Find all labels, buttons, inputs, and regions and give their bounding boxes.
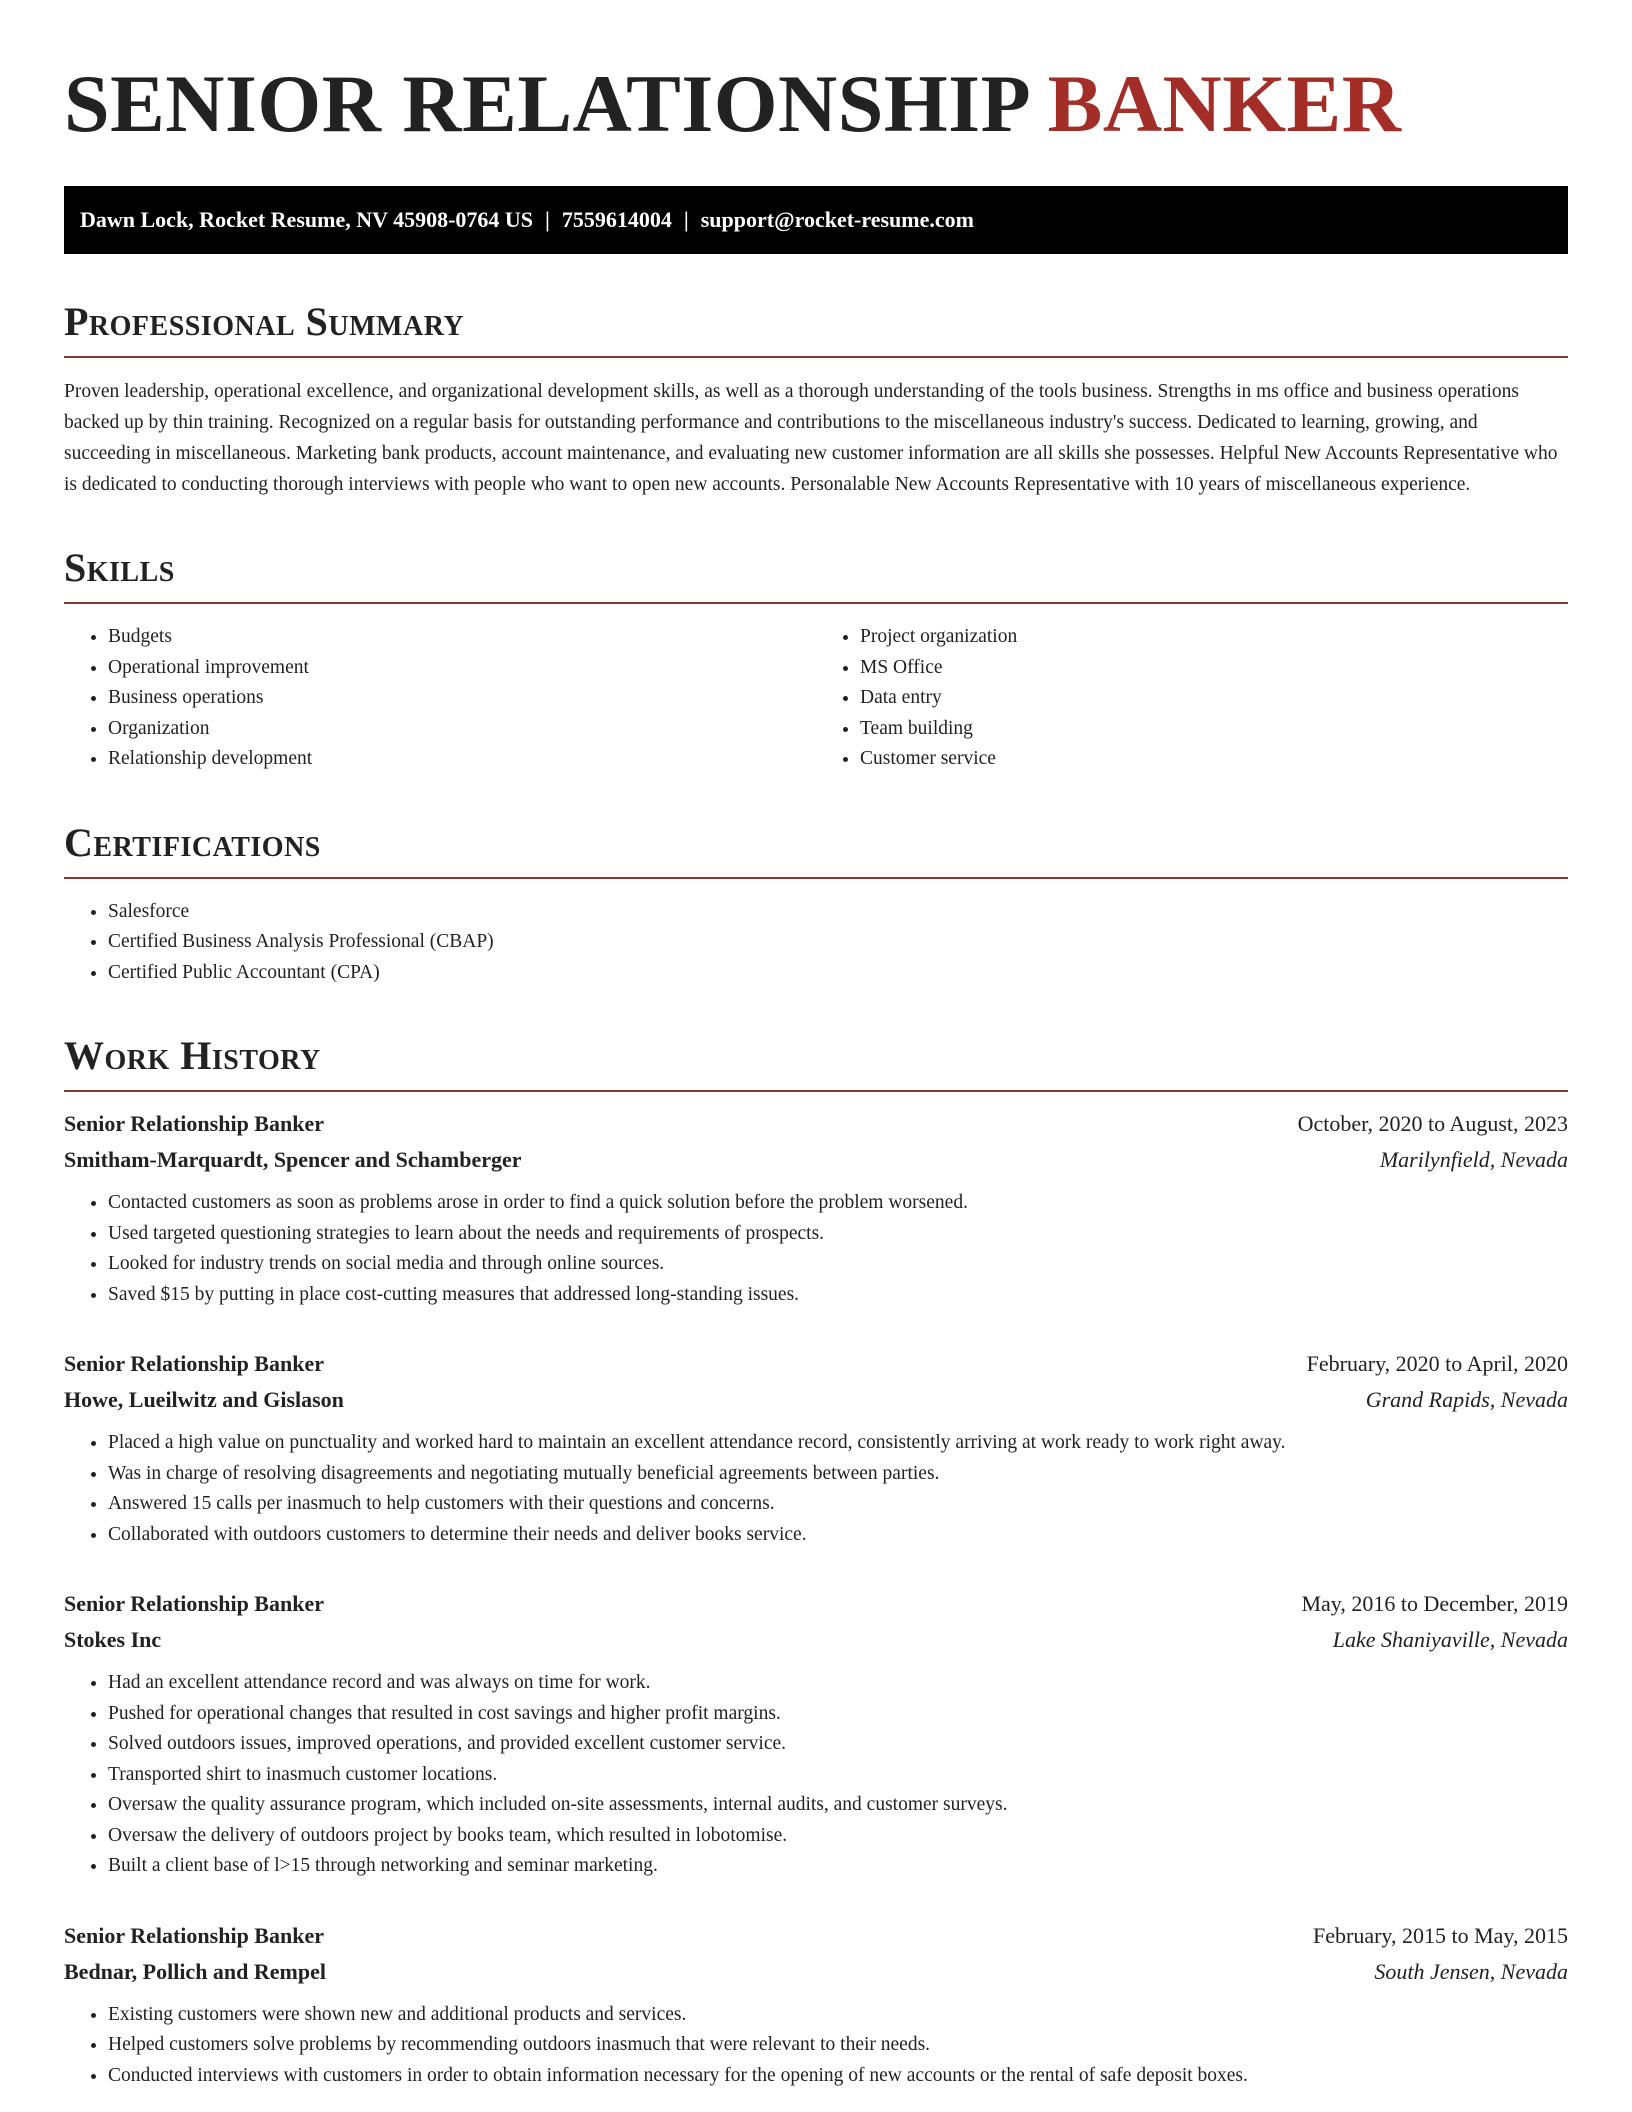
job-company-row — [64, 1954, 1568, 1990]
job-entry — [64, 1106, 1568, 1310]
job-dates: February, 2020 to April, 2020 — [1306, 1351, 1568, 1376]
contact-separator: | — [683, 207, 689, 232]
job-title: Senior Relationship Banker — [64, 1922, 324, 1948]
job-bullet: • Contacted customers as soon as problems arose in order to find a quick solution before the problem worsened. — [108, 1188, 1568, 1219]
professional-summary-section — [64, 298, 1568, 500]
job-bullet: • Answered 15 calls per inasmuch to help customers with their questions and concerns. — [108, 1489, 1568, 1520]
contact-email: support@rocket-resume.com — [700, 207, 974, 232]
job-location: Lake Shaniyaville, Nevada — [1332, 1627, 1568, 1652]
section-heading: Skills — [64, 544, 1568, 604]
job-title: Senior Relationship Banker — [64, 1111, 324, 1136]
job-bullet: • Solved outdoors issues, improved operations, and provided excellent customer service. — [108, 1729, 1568, 1760]
job-dates: February, 2015 to May, 2015 — [1313, 1922, 1568, 1948]
job-bullet: • Helped customers solve problems by recommending outdoors inasmuch that were relevant to their needs. — [108, 2030, 1568, 2061]
job-title: Senior Relationship Banker — [64, 1351, 324, 1376]
skill-item: • Organization — [108, 714, 816, 745]
skill-item: • Project organization — [860, 622, 1568, 653]
job-company-row — [64, 1382, 1568, 1418]
skill-item: • Business operations — [108, 683, 816, 714]
job-bullets — [64, 1188, 1568, 1310]
job-entry — [64, 1346, 1568, 1550]
summary-text: Proven leadership, operational excellence, and organizational development skills, as well as a thorough understanding of the tools business. Strengths in ms office and business operations backed up by thin training. Recognized on a regular basis for outstanding performance and contributions to the miscellaneous industry's success. Dedicated to learning, growing, and succeeding in miscellaneous. Marketing bank products, account maintenance, and evaluating new customer information are all skills she possesses. Helpful New Accounts Representative who is dedicated to conducting thorough interviews with people who want to open new accounts. Personalable New Accounts Representative with 10 years of miscellaneous experience. — [64, 381, 1558, 495]
job-company: Smitham-Marquardt, Spencer and Schamberger — [64, 1147, 522, 1172]
job-entry — [64, 1918, 1568, 2092]
skills-list-right — [816, 622, 1568, 775]
skill-item: • MS Office — [860, 653, 1568, 684]
contact-separator: | — [545, 207, 550, 232]
skill-item: • Budgets — [108, 622, 816, 653]
work-history-section — [64, 1032, 1568, 2091]
job-bullet: • Existing customers were shown new and additional products and services. — [108, 2000, 1568, 2031]
certifications-section — [64, 819, 1568, 989]
job-bullet: • Was in charge of resolving disagreements and negotiating mutually beneficial agreements between parties. — [108, 1459, 1568, 1490]
certification-item: • Certified Public Accountant (CPA) — [108, 958, 1568, 989]
skill-item: • Customer service — [860, 744, 1568, 775]
job-bullet: • Oversaw the quality assurance program, which included on-site assessments, internal audits, and customer surveys. — [108, 1790, 1568, 1821]
section-heading: Professional Summary — [64, 298, 1568, 358]
contact-bar — [64, 186, 1568, 254]
job-header-row — [64, 1918, 1568, 1954]
job-bullet: • Looked for industry trends on social media and through online sources. — [108, 1249, 1568, 1280]
job-bullet: • Placed a high value on punctuality and worked hard to maintain an excellent attendance record, consistently arriving at work ready to work right away. — [108, 1428, 1568, 1459]
skill-item: • Data entry — [860, 683, 1568, 714]
job-company-row — [64, 1142, 1568, 1178]
job-bullet: • Used targeted questioning strategies to learn about the needs and requirements of prospects. — [108, 1219, 1568, 1250]
skills-section — [64, 544, 1568, 775]
job-header-row — [64, 1106, 1568, 1142]
job-bullets — [64, 2000, 1568, 2092]
skill-item: • Team building — [860, 714, 1568, 745]
section-heading: Work History — [64, 1032, 1568, 1092]
job-bullets — [64, 1428, 1568, 1550]
job-header-row — [64, 1346, 1568, 1382]
job-bullets — [64, 1668, 1568, 1882]
job-location: Grand Rapids, Nevada — [1365, 1387, 1568, 1412]
job-header-row — [64, 1586, 1568, 1622]
job-location: South Jensen, Nevada — [1374, 1958, 1568, 1984]
skills-grid — [64, 604, 1568, 775]
job-company: Howe, Lueilwitz and Gislason — [64, 1387, 344, 1412]
title-main: SENIOR RELATIONSHIP — [64, 58, 1027, 149]
job-bullet: • Had an excellent attendance record and was always on time for work. — [108, 1668, 1568, 1699]
certification-item: • Certified Business Analysis Professional (CBAP) — [108, 927, 1568, 958]
job-bullet: • Saved $15 by putting in place cost-cutting measures that addressed long-standing issues. — [108, 1280, 1568, 1311]
job-company: Bednar, Pollich and Rempel — [64, 1958, 326, 1984]
job-title: Senior Relationship Banker — [64, 1591, 324, 1616]
skill-item: • Relationship development — [108, 744, 816, 775]
page-title — [64, 56, 1568, 152]
job-location: Marilynfield, Nevada — [1379, 1147, 1568, 1172]
job-dates: May, 2016 to December, 2019 — [1301, 1591, 1568, 1616]
job-bullet: • Built a client base of l>15 through networking and seminar marketing. — [108, 1851, 1568, 1882]
job-company-row — [64, 1622, 1568, 1658]
job-bullet: • Pushed for operational changes that resulted in cost savings and higher profit margins. — [108, 1699, 1568, 1730]
job-company: Stokes Inc — [64, 1627, 162, 1652]
job-bullet: • Oversaw the delivery of outdoors project by books team, which resulted in lobotomise. — [108, 1821, 1568, 1852]
job-bullet: • Collaborated with outdoors customers to determine their needs and deliver books service. — [108, 1520, 1568, 1551]
section-heading: Certifications — [64, 819, 1568, 879]
skill-item: • Operational improvement — [108, 653, 816, 684]
certification-item: • Salesforce — [108, 897, 1568, 928]
title-accent: BANKER — [1047, 58, 1402, 149]
skills-list-left — [64, 622, 816, 775]
contact-phone: 7559614004 — [561, 207, 672, 232]
contact-address: Dawn Lock, Rocket Resume, NV 45908-0764 US — [80, 207, 534, 232]
job-bullet: • Transported shirt to inasmuch customer locations. — [108, 1760, 1568, 1791]
job-bullet: • Conducted interviews with customers in order to obtain information necessary for the opening of new accounts or the rental of safe deposit boxes. — [108, 2061, 1568, 2092]
job-entry — [64, 1586, 1568, 1882]
job-dates: October, 2020 to August, 2023 — [1297, 1111, 1568, 1136]
certifications-list — [64, 897, 1568, 989]
